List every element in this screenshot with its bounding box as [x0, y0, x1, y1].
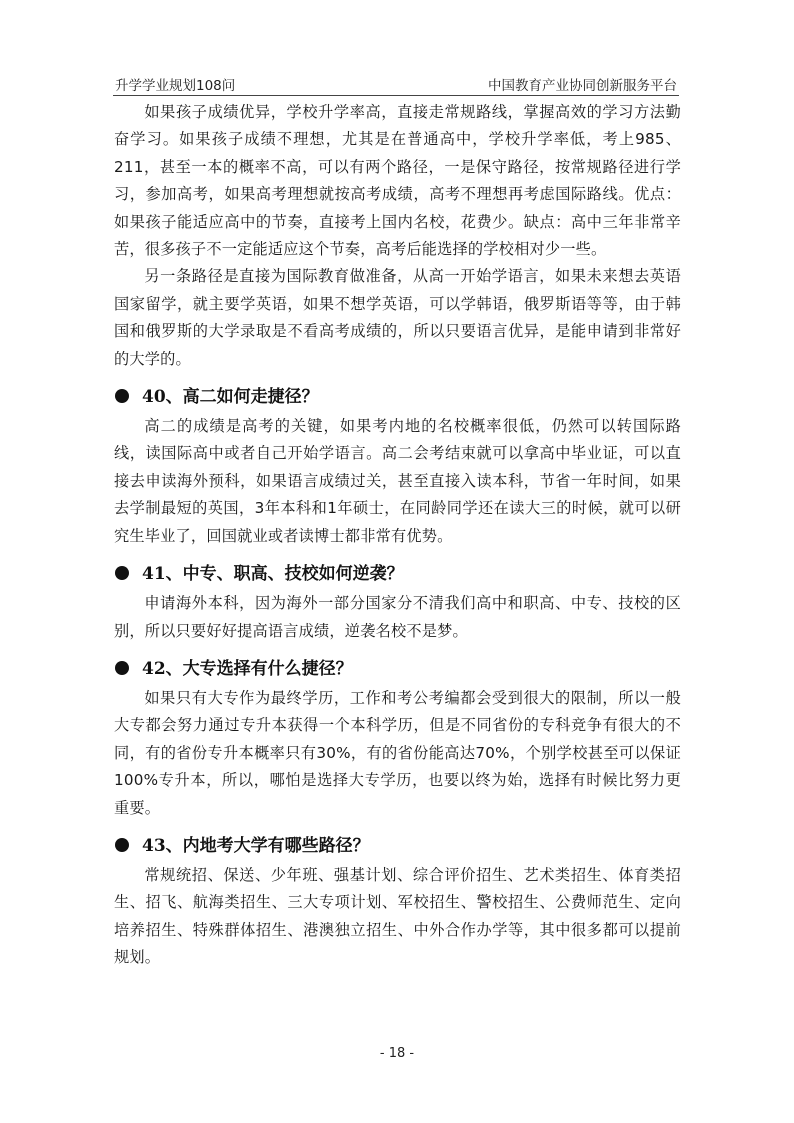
running-header [113, 74, 679, 94]
section-paragraph-42: 如果只有大专作为最终学历，工作和考公考编都会受到很大的限制，所以一般大专都会努力通过专升本获得一个本科学历，但是不同省份的专科竞争有很大的不同，有的省份专升本概率只有30%，有的省份能高达70%，个别学校甚至可以保证100%专升本，所以，哪怕是选择大专学历，也要以终为始，选择有时候比努力更重要。 [114, 688, 681, 817]
section-title: 40、高二如何走捷径？ [142, 387, 319, 408]
bullet-icon [115, 838, 129, 852]
section-paragraph-43: 常规统招、保送、少年班、强基计划、综合评价招生、艺术类招生、体育类招生、招飞、航海类招生、三大专项计划、军校招生、警校招生、公费师范生、定向培养招生、特殊群体招生、港澳独立招生、中外合作办学等，其中很多都可以提前规划。 [114, 865, 681, 967]
section-paragraph-41: 申请海外本科，因为海外一部分国家分不清我们高中和职高、中专、技校的区别，所以只要好好提高语言成绩，逆袭名校不是梦。 [114, 594, 681, 640]
bullet-icon [115, 661, 129, 675]
header-book-title: 升学学业规划108问 [115, 78, 236, 94]
page-number: - 18 - [379, 1046, 415, 1061]
section-title: 43、内地考大学有哪些路径？ [142, 835, 370, 856]
section-heading-40 [114, 385, 681, 409]
section-title: 42、大专选择有什么捷径？ [142, 658, 353, 679]
section-heading-41 [114, 562, 681, 586]
intro-paragraph-2: 另一条路径是直接为国际教育做准备，从高一开始学语言，如果未来想去英语国家留学，就主要学英语，如果不想学英语，可以学韩语，俄罗斯语等等，由于韩国和俄罗斯的大学录取是不看高考成绩的，所以只要语言优异，是能申请到非常好的大学的。 [114, 267, 681, 368]
bullet-icon [115, 389, 129, 403]
bullet-icon [115, 566, 129, 580]
section-paragraph-40: 高二的成绩是高考的关键，如果考内地的名校概率很低，仍然可以转国际路线，读国际高中或者自己开始学语言。高二会考结束就可以拿高中毕业证，可以直接去申读海外预科，如果语言成绩过关，甚至直接入读本科，节省一年时间，如果去学制最短的英国，3年本科和1年硕士，在同龄同学还在读大三的时候，就可以研究生毕业了，回国就业或者读博士都非常有优势。 [114, 417, 681, 545]
intro-paragraph-1: 如果孩子成绩优异，学校升学率高，直接走常规路线，掌握高效的学习方法勤奋学习。如果孩子成绩不理想，尤其是在普通高中，学校升学率低，考上985、211，甚至一本的概率不高，可以有两个路径，一是保守路径，按常规路径进行学习，参加高考，如果高考理想就按高考成绩，高考不理想再考虑国际路线。优点：如果孩子能适应高中的节奏，直接考上国内名校，花费少。缺点：高中三年非常辛苦，很多孩子不一定能适应这个节奏，高考后能选择的学校相对少一些。 [114, 103, 681, 259]
section-heading-43 [114, 834, 681, 858]
section-heading-42 [114, 657, 681, 681]
page-body [114, 99, 681, 972]
section-title: 41、中专、职高、技校如何逆袭？ [142, 564, 404, 585]
header-divider [113, 95, 679, 96]
header-platform-name: 中国教育产业协同创新服务平台 [488, 78, 677, 94]
